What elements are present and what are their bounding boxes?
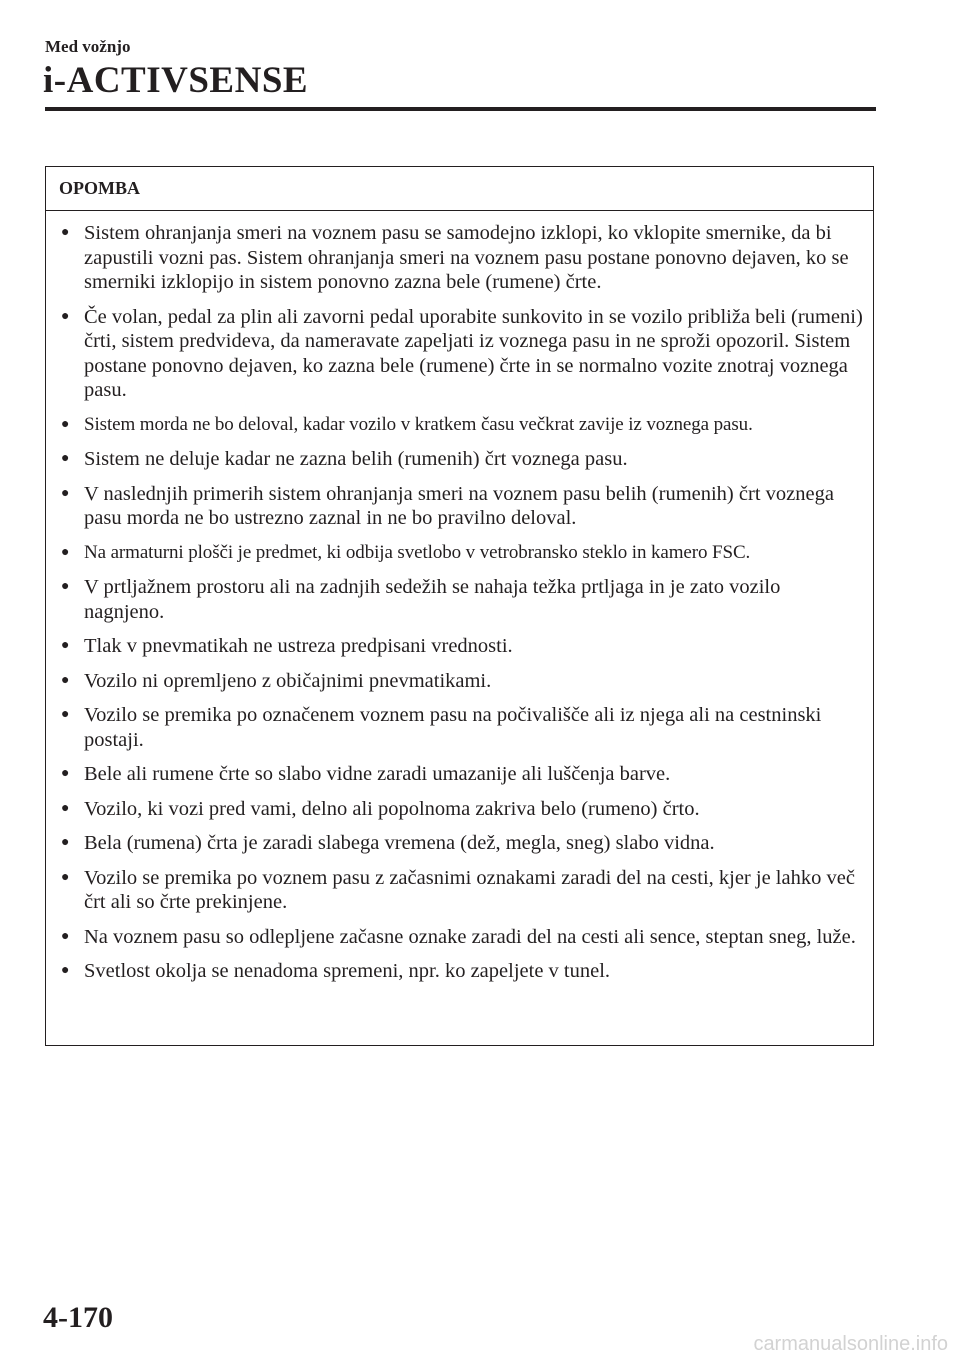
bullet-dot-icon: ● <box>61 835 70 850</box>
list-item <box>46 447 873 472</box>
bullet-dot-icon: ● <box>61 928 70 944</box>
bullet-dot-icon: ● <box>61 766 70 781</box>
list-item-text: Svetlost okolja se nenadoma spremeni, npr. ko zapeljete v tunel. <box>84 960 611 982</box>
list-item <box>46 413 873 438</box>
list-item <box>46 703 873 752</box>
list-item-text: Bele ali rumene črte so slabo vidne zaradi umazanije ali luščenja barve. <box>84 763 671 785</box>
bullet-dot-icon: ● <box>61 308 70 324</box>
list-item-text: Vozilo se premika po voznem pasu z začasnimi oznakami zaradi del na cesti, kjer je lahko več črt ali so črte prekinjene. <box>84 866 855 913</box>
list-item <box>46 634 873 659</box>
list-item-text: Sistem ohranjanja smeri na voznem pasu se samodejno izklopi, ko vklopite smernike, da bi zapustili vozni pas. Sistem ohranjanja smeri na voznem pasu postane ponovno dejaven, ko se smerniki izklopijo in sistem ponovno zazna bele (rumene) črte. <box>84 222 849 293</box>
list-item <box>46 482 873 531</box>
note-box <box>45 166 874 1046</box>
list-item-text: Vozilo se premika po označenem voznem pasu na počivališče ali iz njega ali na cestninski postaji. <box>84 704 822 751</box>
bullet-dot-icon: ● <box>61 672 70 688</box>
list-item-text: Na armaturni plošči je predmet, ki odbija svetlobo v vetrobransko steklo in kamero FSC. <box>84 541 751 563</box>
bullet-dot-icon: ● <box>61 963 70 978</box>
list-item <box>46 221 873 295</box>
watermark: carmanualsonline.info <box>753 1333 948 1355</box>
list-item-text: Če volan, pedal za plin ali zavorni pedal uporabite sunkovito in se vozilo približa beli (rumeni) črti, sistem predvideva, da nameravate zapeljati iz voznega pasu in ne sproži opozoril. Sistem postane ponovno dejaven, ko zazna bele (rumene) črte in se normalno vozite znotraj voznega pasu. <box>84 305 863 401</box>
list-item <box>46 866 873 915</box>
list-item <box>46 541 873 566</box>
page-number: 4-170 <box>43 1301 113 1334</box>
list-item <box>46 305 873 403</box>
list-item <box>46 762 873 787</box>
list-item-text: Bela (rumena) črta je zaradi slabega vremena (dež, megla, sneg) slabo vidna. <box>84 832 715 854</box>
list-item-text: V naslednjih primerih sistem ohranjanja smeri na voznem pasu belih (rumenih) črt voznega pasu morda ne bo ustrezno zaznal in ne bo pravilno deloval. <box>84 482 834 529</box>
bullet-dot-icon: ● <box>61 800 70 816</box>
header-divider <box>45 107 876 111</box>
bullet-dot-icon: ● <box>61 485 70 501</box>
bullet-dot-icon: ● <box>61 451 70 466</box>
note-title: OPOMBA <box>46 167 873 211</box>
list-item-text: Sistem ne deluje kadar ne zazna belih (rumenih) črt voznega pasu. <box>84 448 628 470</box>
bullet-dot-icon: ● <box>61 638 70 653</box>
bullet-dot-icon: ● <box>61 707 70 722</box>
bullet-dot-icon: ● <box>61 579 70 594</box>
section-label: Med vožnjo <box>45 37 131 56</box>
list-item-text: Na voznem pasu so odlepljene začasne oznake zaradi del na cesti ali sence, steptan sneg, luže. <box>84 925 856 948</box>
list-item-text: Sistem morda ne bo deloval, kadar vozilo v kratkem času večkrat zavije iz voznega pasu. <box>84 413 753 435</box>
list-item-text: Vozilo ni opremljeno z običajnimi pnevmatikami. <box>84 669 492 692</box>
list-item <box>46 797 873 822</box>
bullet-dot-icon: ● <box>61 869 70 885</box>
bullet-dot-icon: ● <box>61 416 70 432</box>
list-item-text: Vozilo, ki vozi pred vami, delno ali popolnoma zakriva belo (rumeno) črto. <box>84 797 700 820</box>
list-item-text: V prtljažnem prostoru ali na zadnjih sedežih se nahaja težka prtljaga in je zato vozilo nagnjeno. <box>84 576 781 623</box>
list-item <box>46 575 873 624</box>
bullet-dot-icon: ● <box>61 225 70 240</box>
chapter-title: i-ACTIVSENSE <box>43 60 309 101</box>
list-item-text: Tlak v pnevmatikah ne ustreza predpisani vrednosti. <box>84 635 513 657</box>
bullet-dot-icon: ● <box>61 544 70 560</box>
list-item <box>46 925 873 950</box>
list-item <box>46 831 873 856</box>
list-item <box>46 669 873 694</box>
list-item <box>46 959 873 984</box>
note-list <box>46 211 873 984</box>
